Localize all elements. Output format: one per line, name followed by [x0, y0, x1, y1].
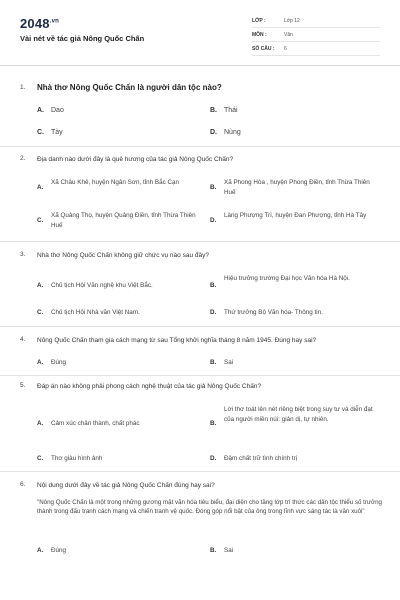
option-letter: B.	[210, 359, 217, 366]
option-letter: A.	[37, 184, 44, 191]
question-text: Nhà thơ Nông Quốc Chấn không giữ chức vụ nào sau đây?	[37, 252, 209, 259]
option-b[interactable]	[210, 405, 385, 435]
option-letter: A.	[37, 359, 44, 366]
option-letter: C.	[37, 217, 44, 224]
option-letter: D.	[210, 129, 217, 136]
question-text: Địa danh nào dưới đây là quê hương của tác giả Nông Quốc Chấn?	[37, 156, 234, 163]
divider	[0, 326, 400, 327]
option-letter: A.	[37, 282, 44, 289]
question-number: 5.	[20, 382, 26, 389]
question-number: 4.	[20, 336, 26, 343]
meta-class-row	[252, 14, 380, 28]
question-number: 1.	[20, 84, 26, 91]
meta-count-label: SỐ CÂU :	[252, 45, 275, 52]
question-text: Nông Quốc Chấn tham gia cách mạng từ sau Tổng khởi nghĩa tháng 8 năm 1945. Đúng hay sai?	[37, 337, 317, 344]
option-text: Chủ tịch Hội Văn nghệ khu Việt Bắc.	[51, 282, 153, 289]
option-letter: B.	[210, 547, 217, 554]
meta-subject-row	[252, 28, 380, 42]
worksheet-meta	[252, 14, 380, 56]
option-letter: B.	[210, 420, 217, 427]
option-text: Đúng	[51, 359, 67, 366]
option-text: Thơ giàu hình ảnh	[51, 455, 103, 462]
divider	[0, 471, 400, 472]
option-d[interactable]	[210, 211, 385, 231]
meta-class-value: Lớp 12	[284, 17, 300, 24]
question-number: 2.	[20, 155, 26, 162]
question-quote: "Nông Quốc Chấn là một trong những gương mặt văn hóa tiêu biểu, đại diện cho tầng lớp trí thức các dân tộc thiểu số trưởng thành trong đấu tranh cách mạng và chiến tranh vệ quốc. Đóng góp nổi bật của ông trong lĩnh vực sáng tác là văn xuôi"	[37, 499, 382, 515]
logo-text: 2048	[20, 16, 50, 31]
divider	[0, 146, 400, 147]
option-text: Sai	[224, 359, 234, 366]
option-text: Hiệu trưởng trường Đại học Văn hóa Hà Nội.	[224, 275, 350, 282]
option-text: Đúng	[51, 547, 67, 554]
option-b[interactable]	[210, 274, 385, 294]
option-a[interactable]	[37, 178, 207, 198]
meta-subject-label: MÔN :	[252, 31, 267, 38]
option-text: Chủ tịch Hội Nhà văn Việt Nam.	[51, 309, 140, 316]
logo-suffix: .vn	[49, 18, 60, 25]
question-text: Nhà thơ Nông Quốc Chấn là người dân tộc nào?	[37, 83, 222, 92]
option-text: Lời thơ toát lên nét riêng biệt trong suy tư và diễn đạt của người miền núi: giản dị, tự nhiên.	[224, 406, 373, 423]
option-letter: B.	[210, 282, 217, 289]
worksheet-header	[0, 0, 400, 66]
question-text: Đáp án nào không phải phong cách nghệ thuật của tác giả Nông Quốc Chấn?	[37, 383, 262, 390]
divider	[0, 375, 400, 376]
meta-count-row	[252, 42, 380, 56]
option-letter: B.	[210, 107, 217, 114]
option-b[interactable]	[210, 178, 385, 198]
option-letter: D.	[210, 309, 217, 316]
question-number: 6.	[20, 481, 26, 488]
site-logo[interactable]	[20, 16, 59, 31]
option-text: Đậm chất trữ tình chính trị	[224, 455, 298, 462]
meta-subject-value: Văn	[284, 31, 293, 38]
option-letter: D.	[210, 217, 217, 224]
option-letter: A.	[37, 420, 44, 427]
meta-count-value: 6	[284, 45, 287, 52]
option-letter: C.	[37, 129, 44, 136]
option-letter: A.	[37, 107, 44, 114]
option-letter: C.	[37, 455, 44, 462]
option-text: Xã Châu Khê, huyện Ngân Sơn, tỉnh Bắc Cạn	[51, 179, 180, 186]
question-number: 3.	[20, 251, 26, 258]
option-text: Nùng	[224, 129, 241, 136]
option-text: Sai	[224, 547, 234, 554]
option-letter: C.	[37, 309, 44, 316]
divider	[0, 241, 400, 242]
option-letter: B.	[210, 184, 217, 191]
option-c[interactable]	[37, 211, 207, 231]
option-text: Thứ trưởng Bộ Văn hóa- Thông tin.	[224, 309, 323, 316]
option-text: Dao	[51, 107, 64, 114]
option-letter: D.	[210, 455, 217, 462]
question-text: Nội dung dưới đây về tác giả Nông Quốc Chấn đúng hay sai?	[37, 482, 215, 489]
meta-class-label: LỚP :	[252, 17, 266, 24]
option-text: Xã Phong Hòa , huyện Phong Điền, tỉnh Thừa Thiên Huế	[224, 179, 370, 196]
option-letter: A.	[37, 547, 44, 554]
option-text: Xã Quảng Thọ, huyện Quảng Điền, tỉnh Thừa Thiên Huế	[51, 212, 196, 229]
worksheet-title: Vài nét về tác giả Nông Quốc Chấn	[20, 34, 145, 43]
option-text: Làng Phượng Trì, huyện Đan Phượng, tỉnh Hà Tây	[224, 212, 367, 219]
option-text: Cảm xúc chân thành, chất phác	[51, 420, 140, 427]
option-text: Thái	[224, 107, 238, 114]
option-text: Tày	[51, 129, 63, 136]
